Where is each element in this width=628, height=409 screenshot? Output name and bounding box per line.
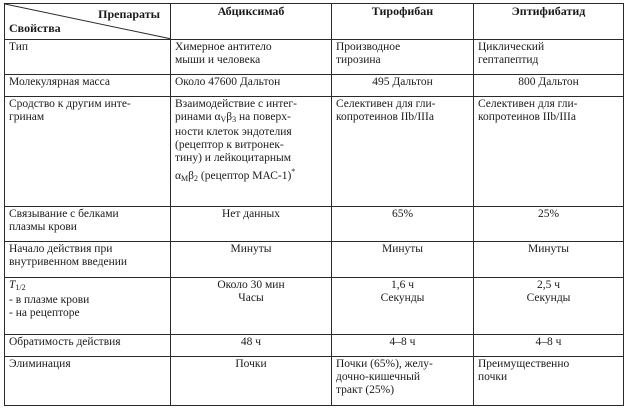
property-cell: Начало действия при внутривенном введении [5,242,171,278]
value-cell: Преимущественно почки [474,356,624,405]
text-span: (рецептор МАС-1) [198,170,292,183]
table-row-type [5,39,624,75]
header-drug-tirofiban: Тирофибан [332,4,474,40]
value-line: Взаимодействие с интег- [175,98,297,111]
table-row-plasma-binding [5,206,624,242]
text-span: T [9,278,16,291]
value-cell: Минуты [332,242,474,278]
value-cell: Минуты [171,242,332,278]
value-cell: 48 ч [171,334,332,356]
text-span: на поверх- [236,111,291,124]
text-span: β [188,170,195,183]
property-cell: Элиминация [5,356,171,405]
value-cell: 2,5 ч Секунды [474,277,624,334]
subscript: M [181,174,189,184]
table-row-elimination [5,356,624,405]
value-cell: 495 Дальтон [332,75,474,97]
value-line [175,165,327,185]
subscript: V [220,115,227,125]
table-row-molecular-mass [5,75,624,97]
value-cell: 1,6 ч Секунды [332,277,474,334]
property-cell: Связывание с белками плазмы крови [5,206,171,242]
property-cell: Тип [5,39,171,75]
value-cell: Около 47600 Дальтон [171,75,332,97]
value-cell: 800 Дальтон [474,75,624,97]
subscript: 3 [232,115,237,125]
header-drug-abciximab: Абциксимаб [171,4,332,40]
text-span: β [226,111,233,124]
property-sublines: - в плазме крови - на рецепторе [9,293,90,319]
header-drug-eptifibatide: Эптифибатид [474,4,624,40]
value-cell: Почки [171,356,332,405]
value-cell: Селективен для гли- копротеинов IIb/IIIa [474,97,624,206]
subscript: 1/2 [15,282,26,292]
value-cell: 4–8 ч [332,334,474,356]
footnote-mark: * [291,167,296,177]
half-life-symbol [9,279,166,294]
value-line: (рецептор к витронек- [175,139,284,152]
value-cell: Производное тирозина [332,39,474,75]
text-span: α [175,170,182,183]
subscript: 2 [194,174,199,184]
property-cell: Сродство к другим инте- гринам [5,97,171,206]
table-header-row [5,4,624,40]
corner-header-cell [5,4,171,40]
value-cell [171,97,332,206]
value-cell: Около 30 мин Часы [171,277,332,334]
value-cell: Почки (65%), желу- дочно-кишечный тракт (25%) [332,356,474,405]
value-cell: 4–8 ч [474,334,624,356]
property-cell [5,277,171,334]
value-cell: 25% [474,206,624,242]
value-line: тину) и лейкоцитарным [175,152,292,165]
value-cell: Циклический гептапептид [474,39,624,75]
value-line: ности клеток эндотелия [175,126,292,139]
value-line [175,111,327,126]
value-cell: Химерное антитело мыши и человека [171,39,332,75]
value-cell: Нет данных [171,206,332,242]
table-row-onset [5,242,624,278]
property-cell: Обратимость действия [5,334,171,356]
corner-label-properties: Свойства [9,20,61,35]
value-cell: Минуты [474,242,624,278]
property-cell: Молекулярная масса [5,75,171,97]
value-cell: Селективен для гли- копротеинов IIb/IIIa [332,97,474,206]
value-cell: 65% [332,206,474,242]
text-span: ринами α [175,111,221,124]
table-row-half-life [5,277,624,334]
table-row-integrin-affinity [5,97,624,206]
table-row-reversibility [5,334,624,356]
drug-comparison-table [4,3,624,406]
corner-label-drugs: Препараты [98,7,160,21]
